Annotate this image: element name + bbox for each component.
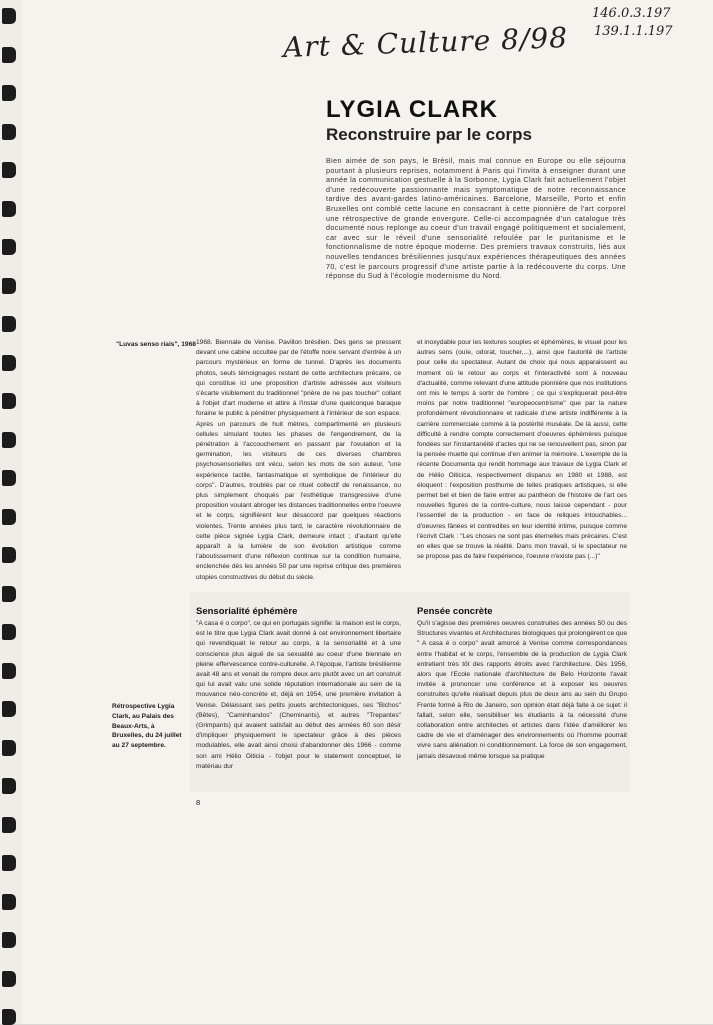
binding-ring xyxy=(2,778,16,794)
article-subtitle: Reconstruire par le corps xyxy=(326,125,532,144)
body-column-3: "A casa é o corpo", ce qui en portugais signifie: la maison est le corps, est le titre que Lygia Clark avait donné à cet environnement libertaire qui revendiquait le retour au corps, à la sensorialité et à une conscience plus aiguë de sa sexualité au coeur d'une biennale en pleine effervescence contre-culturelle. A l'époque, l'artiste brésilienne avait 48 ans et venait de rompre deux ans plutôt avec un art construit qui lui avait valu une solide réputation internationale au sein de la mouvance néo-concrète et, déjà en 1954, une première invitation à Venise. Délaissant ses petits jouets architectoniques, ses "Bichos" (Bêtes), "Caminhandos" (Cheminants), et autres "Trepantes" (Grimpants) qui avaient satisfait au début des années 60 son désir d'impliquer physiquement le spectateur grâce à des pièces modulables, elle avait ainsi choisi d'abandonner dès 1966 - comme son ami Hélio Oiticia - l'objet pour le statement conceptuel, le matériau dur xyxy=(196,620,401,770)
binding-ring xyxy=(2,547,16,563)
binding-ring xyxy=(2,432,16,448)
handwritten-source-title: Art & Culture 8/98 xyxy=(282,21,569,64)
binding-ring xyxy=(2,393,16,409)
binding-ring xyxy=(2,355,16,371)
binding-ring xyxy=(2,624,16,640)
binding-ring xyxy=(2,124,16,140)
binding-ring xyxy=(2,855,16,871)
binding-ring xyxy=(2,1009,16,1025)
binding-ring xyxy=(2,162,16,178)
article-intro: Bien aimée de son pays, le Brésil, mais mal connue en Europe ou elle séjourna pourtant à plusieurs reprises, notamment à Paris qui l'invita à enseigner durant une année la communication gestuelle à la Sorbonne, Lygia Clark fait actuellement l'objet d'une redécouverte passionnante mais symptomatique de notre reconnaissance tardive des avant-gardes latino-américaines. Barcelone, Marseille, Porto et enfin Bruxelles ont comblé cette lacune en consacrant à cette pionnière de l'art corporel une rétrospective de grande envergure. Celle-ci accompagnée d'un catalogue très documenté nous replonge au coeur d'un travail engagé politiquement et socialement, car avec sur le réveil d'une sensorialité refoulée par le puritanisme et le fonctionnalisme de notre époque moderne. Des premiers travaux construits, liés aux nouvelles tendances brésiliennes jusqu'aux expériences thérapeutiques des années 70, c'est le parcours progressif d'une artiste partie à la redécouverte du corps. Une réponse du Sud à l'écologie modernisme du Nord. xyxy=(326,156,626,281)
binding-ring xyxy=(2,740,16,756)
body-column-4: Qu'il s'agisse des premières oeuvres construites des années 50 ou des Structures vivantes et Architectures biologiques qui prolongèrent ce que " A casa é o corpo" avait amorcé à Venise comme correspondances entre l'habitat et le corps, l'ensemble de la production de Lygia Clark entretient très tôt des rapports étroits avec l'architecture. Dès 1956, alors que l'Ecole nationale d'architecture de Belo Horizonte l'avait invitée à prononcer une conférence et à exposer les oeuvres construites qu'elle réalisait depuis plus de deux ans au sein du Grupo Frente formé à Rio de Janeiro, son opinion était déjà faite à ce sujet: il fallait, selon elle, sensibiliser les étudiants à la nécessité d'une collaboration entre architectes et artistes dans l'idée d'améliorer les cadre de vie et d'aménager des environnements où l'homme pourrait vivre sans aliénation ni conditionnement. La force de son engagement, jamais désavoué même lorsque sa pratique xyxy=(417,620,627,760)
binding-ring xyxy=(2,201,16,217)
body-column-2: et inoxydable pour les textures souples et éphémères, le visuel pour les autres sens (ouïe, odorat, toucher,...), ainsi que l'autorité de l'artiste pour celle du spectateur. Autant de choix qui nous apparaissent au moment où le retour au corps et l'interactivité sont à nouveau d'actualité, comme relevant d'une attitude pionnière que nos institutions ont mis le temps à sortir de l'ombre ; ce qui s'expliquerait peut-être moins par notre traditionnel "europeocentrisme" que par la nature profondément révolutionnaire et radicale d'une artiste indifférente à la carrière commerciale comme à la postérité muséale. De là aussi, cette difficulté à rendre compte correctement d'oeuvres éphémères puisque fondées sur l'instantanéité d'actes qui ne se renouvellent pas, sinon par la pensée muette qui continue d'en animer la mémoire. L'exemple de la récente Documenta qui rendit hommage aux travaux de Lygia Clark et de Hélio Oiticica, respectivement disparus en 1980 et 1988, est éloquent : l'exposition posthume de telles pratiques artistiques, si elle permet bel et bien de faire entrer au panthéon de l'histoire de l'art ces nouvelles figures de la contre-culture, nous laisse cependant - pour l'essentiel de la production - en face de reliques intouchables... d'oeuvres fânées et contredites en leur identité intime, puisque comme l'écrivit Clark : "Les choses ne sont pas éternelles mais précaires. C'est en elles que se trouve la réalité. Dans mon travail, si le spectateur ne se propose pas de faire l'expérience, l'oeuvre n'existe pas (...)" xyxy=(417,339,627,561)
archive-reference-2: 139.1.1.197 xyxy=(594,24,673,39)
binding-ring xyxy=(2,470,16,486)
binding-ring xyxy=(2,932,16,948)
page-number: 8 xyxy=(196,798,201,807)
binding-ring xyxy=(2,278,16,294)
binding-ring xyxy=(2,239,16,255)
archive-reference-1: 146.0.3.197 xyxy=(592,6,671,21)
exhibition-info-caption: Rétrospective Lygia Clark, au Palais des Beaux-Arts, à Bruxelles, du 24 juillet au 27 septembre. xyxy=(112,703,182,750)
binding-ring xyxy=(2,85,16,101)
binding-ring xyxy=(2,971,16,987)
binding-ring xyxy=(2,47,16,63)
binding-ring xyxy=(2,701,16,717)
article-title: LYGIA CLARK xyxy=(326,96,498,123)
image-caption-luvas: "Luvas senso riais", 1968 xyxy=(116,341,196,348)
section-heading-pensee: Pensée concrète xyxy=(417,606,493,617)
section-heading-sensorialite: Sensorialité éphémère xyxy=(196,606,298,617)
binding-ring xyxy=(2,8,16,24)
binding-ring xyxy=(2,663,16,679)
binding-ring xyxy=(2,894,16,910)
body-column-1: 1968. Biennale de Venise. Pavillon brésilien. Des gens se pressent devant une cabine occultée par de l'étoffe noire servant d'entrée à un parcours mystérieux en forme de tunnel. D'après les documents photos, seuls témoignages restant de cette architecture précaire, ce qui constitue ici une proposition d'artiste adressée aux visiteurs s'écarte visiblement du traditionnel "prière de ne pas toucher" collant à l'objet d'art moderne et attire à l'instar d'une quelconque baraque foraine le public à pénétrer physiquement à l'intérieur de son espace. Après un parcours de huit mètres, compartimenté en plusieurs cellules simulant toutes les phases de l'engendrement, de la pénétration à l'accouchement en passant par l'ovulation et la germination, les visiteurs de ces diverses chambres psychosensorielles ont vécu, selon les mots de son auteur, "une expérience tactile, fantasmatique et symbolique de l'intérieur du corps". D'autres, troublés par ce rituel collectif de renaissance, ou plus simplement choqués par l'esthétique transgressive d'une proposition voulant abroger les distances traditionnelles entre l'oeuvre et le corps, signifièrent leur désaccord par quelques réactions violentes. Trente années plus tard, le caractère révolutionnaire de cette pièce signée Lygia Clark, demeure intact ; d'autant qu'elle apparaît à la lumière de son évolution artistique comme l'aboutissement d'une réflexion continue sur la condition humaine, enclenchée dès les années 50 par une reprise critique des premières utopies constructives du début du siècle. xyxy=(196,339,401,581)
binding-ring xyxy=(2,316,16,332)
binding-ring xyxy=(2,509,16,525)
binding-ring xyxy=(2,817,16,833)
binding-ring xyxy=(2,586,16,602)
